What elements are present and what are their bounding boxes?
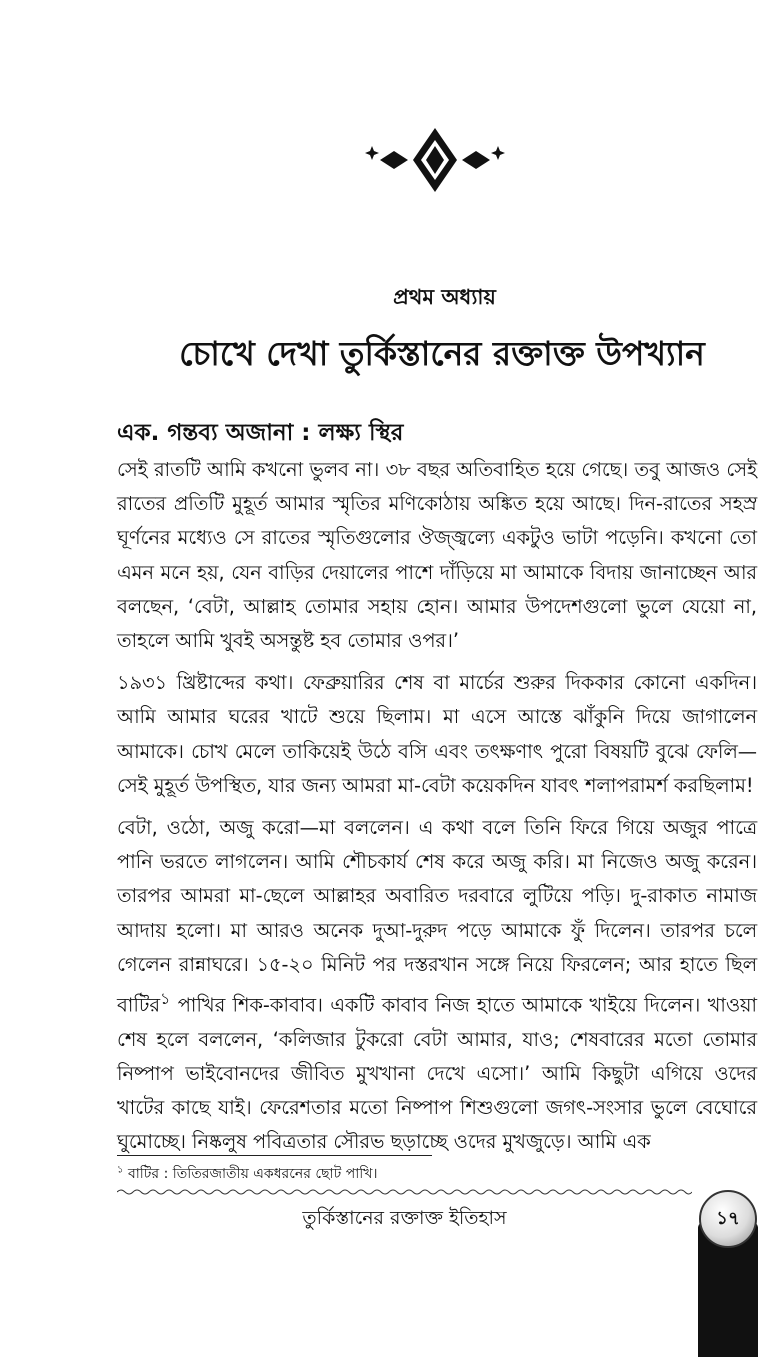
section-heading: এক. গন্তব্য অজানা : লক্ষ্য স্থির — [117, 420, 404, 446]
chapter-label: প্রথম অধ্যায় — [393, 285, 496, 309]
running-title: তুর্কিস্তানের রক্তাক্ত ইতিহাস — [302, 1207, 507, 1229]
footnote-reference[interactable]: ১ — [159, 989, 171, 1009]
page-number-badge: ১৭ — [699, 1190, 757, 1248]
footnote — [117, 1162, 377, 1186]
body-text — [117, 453, 757, 1167]
footnote-text: বাটির : তিতিরজাতীয় একধরনের ছোট পাখি। — [123, 1166, 378, 1182]
chapter-title: চোখে দেখা তুর্কিস্তানের রক্তাক্ত উপখ্যান — [179, 334, 705, 373]
paragraph-3-part-2: পাখির শিক-কাবাব। একটি কাবাব নিজ হাতে আমাকে খাইয়ে দিলেন। খাওয়া শেষ হলে বললেন, ‘কলিজার টুকরো বেটা আমার, যাও; শেষবারের মতো তোমার নিষ্পাপ ভাইবোনদের জীবিত মুখখানা দেখে এসো।’ আমি কিছুটা এগিয়ে ওদের খাটের কাছে যাই। ফেরেশতার মতো নিষ্পাপ শিশুগুলো জগৎ-সংসার ভুলে বেঘোরে ঘুমোচ্ছে। নিষ্কলুষ পবিত্রতার সৌরভ ছড়াচ্ছে ওদের মুখজুড়ে। আমি এক — [117, 993, 757, 1154]
footnote-divider — [117, 1155, 432, 1156]
paragraph-3 — [117, 811, 757, 1159]
paragraph-1: সেই রাতটি আমি কখনো ভুলব না। ৩৮ বছর অতিবাহিত হয়ে গেছে। তবু আজও সেই রাতের প্রতিটি মুহূর্ত আমার স্মৃতির মণিকোঠায় অঙ্কিত হয়ে আছে। দিন-রাতের সহস্র ঘূর্ণনের মধ্যেও সে রাতের স্মৃতিগুলোর ঔজ্জ্বল্যে একটুও ভাটা পড়েনি। কখনো তো এমন মনে হয়, যেন বাড়ির দেয়ালের পাশে দাঁড়িয়ে মা আমাকে বিদায় জানাচ্ছেন আর বলছেন, ‘বেটা, আল্লাহ তোমার সহায় হোন। আমার উপদেশগুলো ভুলে যেয়ো না, তাহলে আমি খুবই অসন্তুষ্ট হব তোমার ওপর।’ — [117, 458, 757, 653]
paragraph-3-part-1: বেটা, ওঠো, অজু করো—মা বললেন। এ কথা বলে তিনি ফিরে গিয়ে অজুর পাত্রে পানি ভরতে লাগলেন। আমি শৌচকার্য শেষ করে অজু করি। মা নিজেও অজু করেন। তারপর আমরা মা-ছেলে আল্লাহর অবারিত দরবারে লুটিয়ে পড়ি। দু-রাকাত নামাজ আদায় হলো। মা আরও অনেক দুআ-দুরুদ পড়ে আমাকে ফুঁ দিলেন। তারপর চলে গেলেন রান্নাঘরে। ১৫-২০ মিনিট পর দস্তরখান সঙ্গে নিয়ে ফিরলেন; আর হাতে ছিল বাটির — [117, 816, 757, 1017]
footnote-mark: ১ — [117, 1164, 124, 1176]
footer-wavy-divider — [117, 1188, 692, 1196]
diamond-star-ornament-icon — [360, 120, 510, 200]
paragraph-2: ১৯৩১ খ্রিষ্টাব্দের কথা। ফেব্রুয়ারির শেষ বা মার্চের শুরুর দিককার কোনো একদিন। আমি আমার ঘরের খাটে শুয়ে ছিলাম। মা এসে আস্তে ঝাঁকুনি দিয়ে জাগালেন আমাকে। চোখ মেলে তাকিয়েই উঠে বসি এবং তৎক্ষণাৎ পুরো বিষয়টি বুঝে ফেলি—সেই মুহূর্ত উপস্থিত, যার জন্য আমরা মা-বেটা কয়েকদিন যাবৎ শলাপরামর্শ করছিলাম! — [117, 671, 757, 797]
